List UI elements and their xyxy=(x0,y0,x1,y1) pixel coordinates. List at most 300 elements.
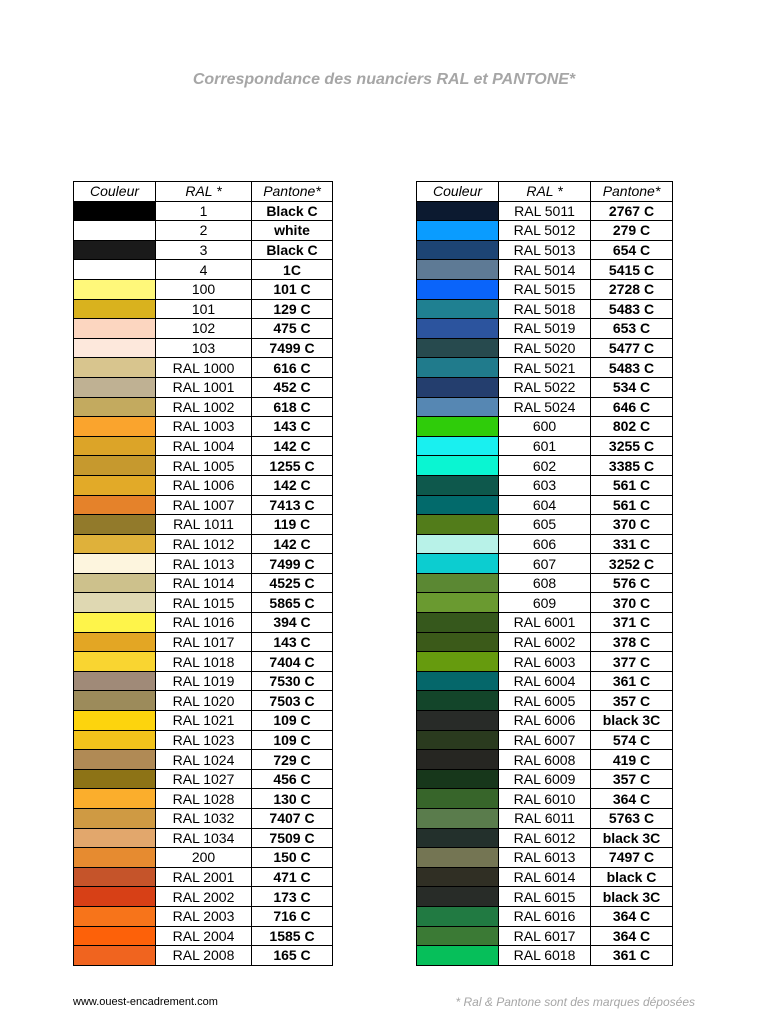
table-row xyxy=(74,554,333,574)
ral-code: RAL 6004 xyxy=(499,671,591,691)
pantone-code: 7499 C xyxy=(252,338,333,358)
ral-code: RAL 2003 xyxy=(156,906,252,926)
color-swatch xyxy=(74,319,156,339)
pantone-code: 5415 C xyxy=(591,260,673,280)
pantone-code: 475 C xyxy=(252,319,333,339)
color-swatch xyxy=(417,789,499,809)
ral-code: RAL 5022 xyxy=(499,377,591,397)
color-swatch xyxy=(74,906,156,926)
color-swatch xyxy=(74,809,156,829)
table-row xyxy=(417,534,673,554)
ral-code: 605 xyxy=(499,515,591,535)
pantone-code: 1255 C xyxy=(252,456,333,476)
ral-code: RAL 5012 xyxy=(499,221,591,241)
color-swatch xyxy=(417,887,499,907)
table-row xyxy=(74,338,333,358)
color-swatch xyxy=(417,495,499,515)
ral-code: RAL 1016 xyxy=(156,613,252,633)
table-row xyxy=(417,750,673,770)
color-swatch xyxy=(74,926,156,946)
pantone-code: 378 C xyxy=(591,632,673,652)
pantone-code: 109 C xyxy=(252,730,333,750)
color-swatch xyxy=(74,475,156,495)
pantone-code: 616 C xyxy=(252,358,333,378)
table-row xyxy=(74,573,333,593)
ral-code: 607 xyxy=(499,554,591,574)
ral-code: RAL 5014 xyxy=(499,260,591,280)
ral-code: 601 xyxy=(499,436,591,456)
table-row xyxy=(74,221,333,241)
table-row xyxy=(74,926,333,946)
table-row xyxy=(74,201,333,221)
pantone-code: 143 C xyxy=(252,632,333,652)
color-swatch xyxy=(74,515,156,535)
color-swatch xyxy=(417,358,499,378)
color-swatch xyxy=(417,769,499,789)
pantone-code: 802 C xyxy=(591,417,673,437)
table-row xyxy=(417,730,673,750)
table-row xyxy=(417,848,673,868)
ral-code: RAL 1013 xyxy=(156,554,252,574)
table-row xyxy=(74,809,333,829)
ral-code: RAL 1011 xyxy=(156,515,252,535)
ral-code: RAL 1014 xyxy=(156,573,252,593)
color-swatch xyxy=(74,417,156,437)
color-swatch xyxy=(417,319,499,339)
ral-pantone-table-left xyxy=(73,181,333,966)
ral-code: RAL 5024 xyxy=(499,397,591,417)
table-row xyxy=(74,711,333,731)
pantone-code: 534 C xyxy=(591,377,673,397)
ral-code: 2 xyxy=(156,221,252,241)
table-row xyxy=(417,495,673,515)
color-swatch xyxy=(74,397,156,417)
color-swatch xyxy=(417,201,499,221)
ral-code: RAL 1028 xyxy=(156,789,252,809)
ral-code: RAL 1012 xyxy=(156,534,252,554)
color-swatch xyxy=(417,613,499,633)
color-swatch xyxy=(74,750,156,770)
ral-code: RAL 1006 xyxy=(156,475,252,495)
ral-code: 4 xyxy=(156,260,252,280)
ral-code: RAL 5021 xyxy=(499,358,591,378)
pantone-code: 7497 C xyxy=(591,848,673,868)
table-row xyxy=(74,397,333,417)
ral-code: RAL 1017 xyxy=(156,632,252,652)
color-swatch xyxy=(417,867,499,887)
color-swatch xyxy=(417,299,499,319)
pantone-code: 5865 C xyxy=(252,593,333,613)
ral-code: RAL 2002 xyxy=(156,887,252,907)
table-row xyxy=(417,299,673,319)
pantone-code: 5477 C xyxy=(591,338,673,358)
pantone-code: 576 C xyxy=(591,573,673,593)
ral-code: RAL 1005 xyxy=(156,456,252,476)
ral-code: RAL 2004 xyxy=(156,926,252,946)
pantone-code: 377 C xyxy=(591,652,673,672)
ral-code: 200 xyxy=(156,848,252,868)
color-swatch xyxy=(74,593,156,613)
color-swatch xyxy=(74,495,156,515)
pantone-code: Black C xyxy=(252,201,333,221)
pantone-code: 370 C xyxy=(591,515,673,535)
pantone-code: 331 C xyxy=(591,534,673,554)
table-row xyxy=(417,554,673,574)
ral-code: RAL 1032 xyxy=(156,809,252,829)
color-swatch xyxy=(417,221,499,241)
table-row xyxy=(74,534,333,554)
table-row xyxy=(417,319,673,339)
color-swatch xyxy=(74,613,156,633)
table-row xyxy=(74,436,333,456)
color-swatch xyxy=(417,848,499,868)
website-link[interactable]: www.ouest-encadrement.com xyxy=(73,996,218,1008)
pantone-code: 7530 C xyxy=(252,671,333,691)
ral-code: 609 xyxy=(499,593,591,613)
color-swatch xyxy=(417,573,499,593)
ral-code: RAL 1002 xyxy=(156,397,252,417)
pantone-code: 2767 C xyxy=(591,201,673,221)
table-row xyxy=(417,201,673,221)
color-swatch xyxy=(417,750,499,770)
pantone-code: 5483 C xyxy=(591,299,673,319)
ral-code: 100 xyxy=(156,279,252,299)
pantone-code: 4525 C xyxy=(252,573,333,593)
pantone-code: 3385 C xyxy=(591,456,673,476)
table-row xyxy=(74,887,333,907)
ral-code: RAL 5019 xyxy=(499,319,591,339)
ral-code: 102 xyxy=(156,319,252,339)
color-swatch xyxy=(74,221,156,241)
table-header-row xyxy=(74,182,333,202)
pantone-code: 3255 C xyxy=(591,436,673,456)
pantone-code: 361 C xyxy=(591,671,673,691)
pantone-code: 7413 C xyxy=(252,495,333,515)
table-row xyxy=(417,436,673,456)
pantone-code: black 3C xyxy=(591,828,673,848)
pantone-code: 370 C xyxy=(591,593,673,613)
pantone-code: 142 C xyxy=(252,534,333,554)
pantone-code: 101 C xyxy=(252,279,333,299)
table-row xyxy=(417,946,673,966)
pantone-code: 357 C xyxy=(591,691,673,711)
color-swatch xyxy=(74,377,156,397)
color-swatch xyxy=(74,652,156,672)
pantone-code: black 3C xyxy=(591,711,673,731)
pantone-code: 173 C xyxy=(252,887,333,907)
color-swatch xyxy=(74,534,156,554)
table-row xyxy=(74,240,333,260)
color-swatch xyxy=(417,338,499,358)
table-row xyxy=(74,867,333,887)
pantone-code: 1C xyxy=(252,260,333,280)
table-row xyxy=(74,495,333,515)
pantone-code: 7407 C xyxy=(252,809,333,829)
table-row xyxy=(74,515,333,535)
ral-code: RAL 1001 xyxy=(156,377,252,397)
ral-code: RAL 1004 xyxy=(156,436,252,456)
color-swatch xyxy=(74,436,156,456)
ral-code: 604 xyxy=(499,495,591,515)
table-row xyxy=(417,573,673,593)
ral-code: RAL 1021 xyxy=(156,711,252,731)
ral-code: RAL 1024 xyxy=(156,750,252,770)
color-swatch xyxy=(74,828,156,848)
color-swatch xyxy=(417,240,499,260)
ral-code: 1 xyxy=(156,201,252,221)
header-ral: RAL * xyxy=(156,182,252,202)
table-body-right xyxy=(417,201,673,965)
color-swatch xyxy=(417,534,499,554)
ral-code: RAL 1003 xyxy=(156,417,252,437)
ral-code: RAL 1018 xyxy=(156,652,252,672)
ral-code: RAL 6005 xyxy=(499,691,591,711)
color-swatch xyxy=(74,358,156,378)
color-swatch xyxy=(417,730,499,750)
ral-code: RAL 6010 xyxy=(499,789,591,809)
table-row xyxy=(74,417,333,437)
table-body-left xyxy=(74,201,333,965)
color-swatch xyxy=(417,946,499,966)
pantone-code: white xyxy=(252,221,333,241)
table-row xyxy=(417,377,673,397)
table-row xyxy=(74,671,333,691)
color-swatch xyxy=(417,926,499,946)
color-swatch xyxy=(417,652,499,672)
pantone-code: 654 C xyxy=(591,240,673,260)
ral-code: 103 xyxy=(156,338,252,358)
color-swatch xyxy=(417,671,499,691)
ral-code: RAL 1019 xyxy=(156,671,252,691)
color-swatch xyxy=(74,279,156,299)
ral-code: 602 xyxy=(499,456,591,476)
color-swatch xyxy=(74,240,156,260)
ral-code: RAL 1000 xyxy=(156,358,252,378)
table-row xyxy=(417,456,673,476)
color-swatch xyxy=(74,711,156,731)
table-row xyxy=(417,887,673,907)
pantone-code: 150 C xyxy=(252,848,333,868)
table-row xyxy=(74,789,333,809)
color-swatch xyxy=(74,848,156,868)
color-swatch xyxy=(417,691,499,711)
table-row xyxy=(417,475,673,495)
pantone-code: 729 C xyxy=(252,750,333,770)
ral-code: RAL 5013 xyxy=(499,240,591,260)
table-row xyxy=(74,299,333,319)
color-swatch xyxy=(74,260,156,280)
color-swatch xyxy=(417,593,499,613)
pantone-code: 119 C xyxy=(252,515,333,535)
table-row xyxy=(417,906,673,926)
color-swatch xyxy=(417,711,499,731)
color-swatch xyxy=(74,887,156,907)
table-row xyxy=(417,926,673,946)
ral-code: RAL 1007 xyxy=(156,495,252,515)
ral-code: RAL 6011 xyxy=(499,809,591,829)
color-swatch xyxy=(74,573,156,593)
pantone-code: 130 C xyxy=(252,789,333,809)
pantone-code: 7509 C xyxy=(252,828,333,848)
table-header-row xyxy=(417,182,673,202)
table-row xyxy=(74,750,333,770)
table-row xyxy=(74,260,333,280)
table-row xyxy=(417,358,673,378)
color-swatch xyxy=(417,554,499,574)
ral-code: RAL 6001 xyxy=(499,613,591,633)
color-swatch xyxy=(74,769,156,789)
table-row xyxy=(74,279,333,299)
color-swatch xyxy=(74,632,156,652)
table-row xyxy=(74,593,333,613)
table-row xyxy=(74,632,333,652)
ral-code: 606 xyxy=(499,534,591,554)
ral-pantone-table-right xyxy=(416,181,673,966)
header-pantone: Pantone* xyxy=(252,182,333,202)
pantone-code: 7503 C xyxy=(252,691,333,711)
ral-code: RAL 6012 xyxy=(499,828,591,848)
ral-code: RAL 6009 xyxy=(499,769,591,789)
table-row xyxy=(74,769,333,789)
table-row xyxy=(417,652,673,672)
ral-code: RAL 6003 xyxy=(499,652,591,672)
table-row xyxy=(74,456,333,476)
pantone-code: 364 C xyxy=(591,789,673,809)
ral-code: RAL 6014 xyxy=(499,867,591,887)
color-swatch xyxy=(74,730,156,750)
table-row xyxy=(417,260,673,280)
color-swatch xyxy=(417,906,499,926)
color-swatch xyxy=(417,828,499,848)
pantone-code: 7499 C xyxy=(252,554,333,574)
color-swatch xyxy=(417,397,499,417)
color-swatch xyxy=(417,632,499,652)
ral-code: RAL 6015 xyxy=(499,887,591,907)
pantone-code: 142 C xyxy=(252,475,333,495)
pantone-code: 7404 C xyxy=(252,652,333,672)
pantone-code: black C xyxy=(591,867,673,887)
table-row xyxy=(417,671,673,691)
table-row xyxy=(417,691,673,711)
pantone-code: 2728 C xyxy=(591,279,673,299)
ral-code: RAL 2001 xyxy=(156,867,252,887)
header-couleur: Couleur xyxy=(74,182,156,202)
pantone-code: 361 C xyxy=(591,946,673,966)
color-swatch xyxy=(74,201,156,221)
ral-code: RAL 6006 xyxy=(499,711,591,731)
pantone-code: 364 C xyxy=(591,926,673,946)
pantone-code: 109 C xyxy=(252,711,333,731)
pantone-code: 646 C xyxy=(591,397,673,417)
table-row xyxy=(417,828,673,848)
ral-code: RAL 5015 xyxy=(499,279,591,299)
ral-code: RAL 1034 xyxy=(156,828,252,848)
pantone-code: 279 C xyxy=(591,221,673,241)
header-pantone: Pantone* xyxy=(591,182,673,202)
table-row xyxy=(417,221,673,241)
pantone-code: 3252 C xyxy=(591,554,673,574)
ral-code: RAL 6017 xyxy=(499,926,591,946)
ral-code: RAL 1023 xyxy=(156,730,252,750)
table-row xyxy=(74,848,333,868)
color-swatch xyxy=(74,554,156,574)
table-row xyxy=(74,319,333,339)
ral-code: RAL 5018 xyxy=(499,299,591,319)
table-row xyxy=(417,613,673,633)
table-row xyxy=(417,867,673,887)
ral-code: RAL 6018 xyxy=(499,946,591,966)
pantone-code: black 3C xyxy=(591,887,673,907)
table-row xyxy=(417,397,673,417)
color-swatch xyxy=(417,436,499,456)
color-swatch xyxy=(74,456,156,476)
table-row xyxy=(74,828,333,848)
color-swatch xyxy=(417,279,499,299)
trademark-note: * Ral & Pantone sont des marques déposées xyxy=(455,995,695,1009)
ral-code: 608 xyxy=(499,573,591,593)
pantone-code: 1585 C xyxy=(252,926,333,946)
ral-code: RAL 6007 xyxy=(499,730,591,750)
header-ral: RAL * xyxy=(499,182,591,202)
color-swatch xyxy=(417,475,499,495)
color-swatch xyxy=(74,691,156,711)
ral-code: 603 xyxy=(499,475,591,495)
pantone-code: 618 C xyxy=(252,397,333,417)
color-swatch xyxy=(417,809,499,829)
color-swatch xyxy=(74,338,156,358)
table-row xyxy=(74,475,333,495)
pantone-code: 394 C xyxy=(252,613,333,633)
pantone-code: 653 C xyxy=(591,319,673,339)
pantone-code: 456 C xyxy=(252,769,333,789)
ral-code: 101 xyxy=(156,299,252,319)
pantone-code: 716 C xyxy=(252,906,333,926)
table-row xyxy=(417,338,673,358)
table-row xyxy=(74,358,333,378)
ral-code: RAL 5011 xyxy=(499,201,591,221)
pantone-code: 364 C xyxy=(591,906,673,926)
color-swatch xyxy=(74,867,156,887)
table-row xyxy=(74,730,333,750)
color-swatch xyxy=(74,671,156,691)
table-row xyxy=(417,711,673,731)
ral-code: 3 xyxy=(156,240,252,260)
ral-code: RAL 6008 xyxy=(499,750,591,770)
table-row xyxy=(74,906,333,926)
pantone-code: 142 C xyxy=(252,436,333,456)
ral-code: RAL 6002 xyxy=(499,632,591,652)
pantone-code: 165 C xyxy=(252,946,333,966)
table-row xyxy=(417,593,673,613)
ral-code: RAL 1027 xyxy=(156,769,252,789)
table-row xyxy=(417,240,673,260)
color-swatch xyxy=(417,456,499,476)
pantone-code: 561 C xyxy=(591,495,673,515)
pantone-code: 5483 C xyxy=(591,358,673,378)
table-row xyxy=(74,613,333,633)
table-row xyxy=(417,809,673,829)
pantone-code: 452 C xyxy=(252,377,333,397)
table-row xyxy=(417,515,673,535)
pantone-code: 357 C xyxy=(591,769,673,789)
ral-code: RAL 5020 xyxy=(499,338,591,358)
color-swatch xyxy=(74,946,156,966)
color-swatch xyxy=(417,377,499,397)
table-row xyxy=(417,632,673,652)
color-swatch xyxy=(74,789,156,809)
table-row xyxy=(417,417,673,437)
pantone-code: 5763 C xyxy=(591,809,673,829)
